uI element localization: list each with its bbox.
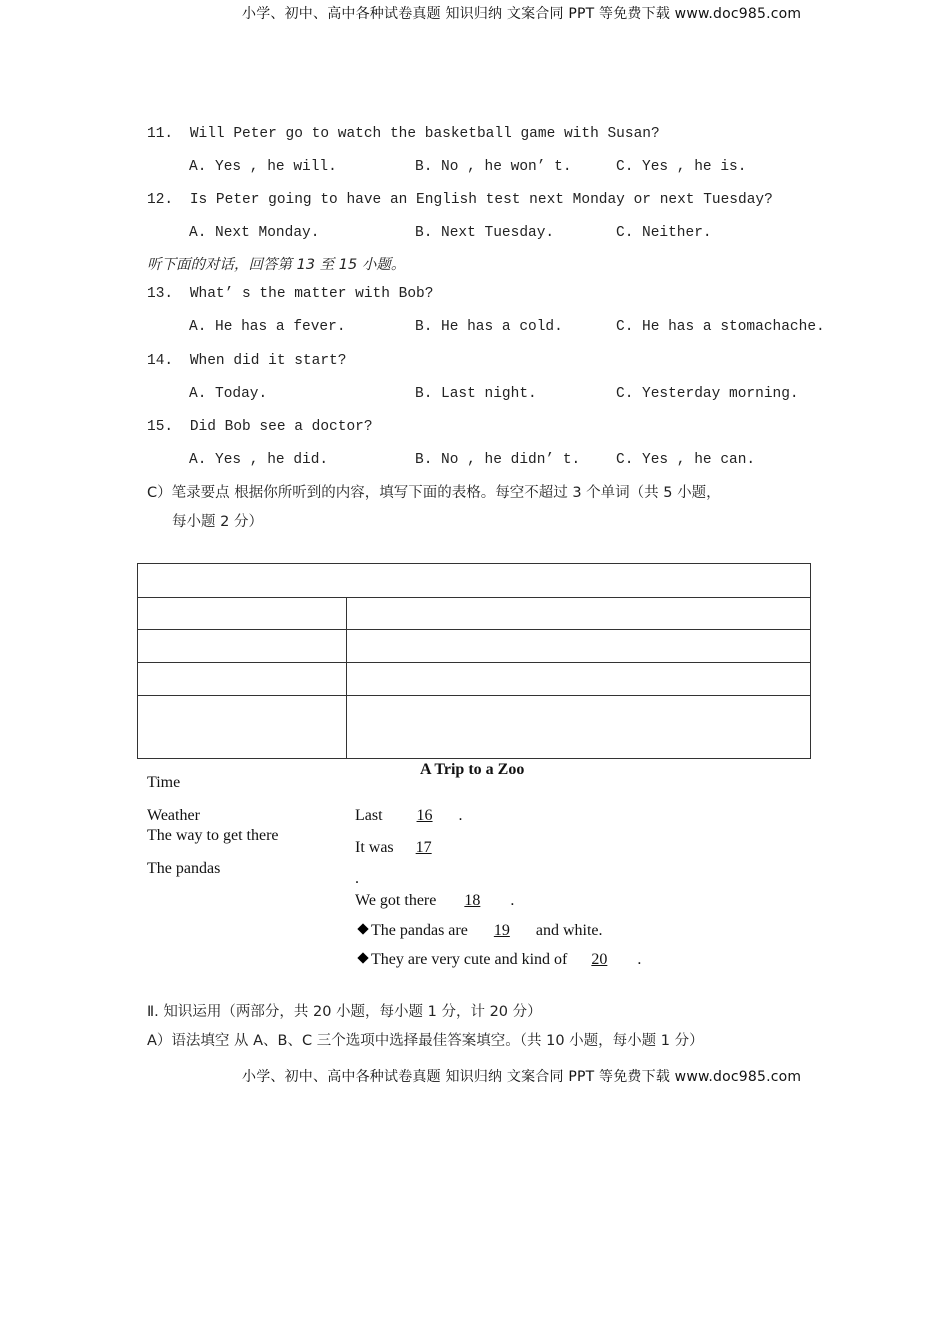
section-c-instruction-line1: C）笔录要点 根据你所听到的内容，填写下面的表格。每空不超过 3 个单词（共 5 小题，	[147, 485, 721, 501]
question-text: Will Peter go to watch the basketball game with Susan?	[189, 126, 660, 142]
q15-option-c: C. Yes , he can.	[616, 452, 756, 468]
q15-option-a: A. Yes , he did.	[189, 452, 329, 468]
table-divider	[138, 597, 810, 598]
row-label-time: Time	[147, 774, 181, 791]
blank-17: 17	[415, 839, 432, 856]
row-label-pandas: The pandas	[147, 860, 221, 877]
table-divider	[138, 662, 810, 663]
q13-option-c: C. He has a stomachache.	[616, 319, 825, 335]
q11-option-b: B. No , he won’ t.	[415, 159, 572, 175]
blank-20: 20	[591, 951, 608, 968]
q11-option-c: C. Yes , he is.	[616, 159, 747, 175]
question-text: Is Peter going to have an English test next Monday or next Tuesday?	[189, 192, 773, 208]
diamond-bullet-icon	[357, 923, 368, 934]
section-ii-sub-a: A）语法填空 从 A、B、C 三个选项中选择最佳答案填空。（共 10 小题，每小题 1 分）	[147, 1033, 704, 1049]
q14-option-b: B. Last night.	[415, 386, 537, 402]
question-11	[147, 126, 660, 142]
table-divider	[138, 629, 810, 630]
question-text: What’ s the matter with Bob?	[189, 286, 434, 302]
row-label-weather: Weather	[147, 807, 200, 824]
q12-option-a: A. Next Monday.	[189, 225, 320, 241]
question-number: 11.	[147, 126, 174, 142]
question-number: 13.	[147, 286, 174, 302]
footer-banner: 小学、初中、高中各种试卷真题 知识归纳 文案合同 PPT 等免费下载 www.doc985.com	[242, 1069, 802, 1085]
q14-option-c: C. Yesterday morning.	[616, 386, 799, 402]
question-15	[147, 419, 373, 435]
question-14	[147, 353, 346, 369]
q12-option-b: B. Next Tuesday.	[415, 225, 555, 241]
blank-19: 19	[493, 922, 510, 939]
row-time-content: Last 16 .	[355, 807, 463, 824]
q15-option-b: B. No , he didn’ t.	[415, 452, 581, 468]
question-text: When did it start?	[189, 353, 347, 369]
header-banner: 小学、初中、高中各种试卷真题 知识归纳 文案合同 PPT 等免费下载 www.doc985.com	[242, 6, 802, 22]
notes-table	[137, 563, 811, 759]
row-weather-period: .	[355, 870, 359, 887]
section-ii-heading: Ⅱ. 知识运用（两部分，共 20 小题，每小题 1 分，计 20 分）	[147, 1004, 542, 1020]
row-pandas-bullet-1: The pandas are 19 and white.	[355, 922, 603, 940]
table-divider	[138, 695, 810, 696]
question-number: 12.	[147, 192, 174, 208]
blank-16: 16	[416, 807, 433, 824]
question-12	[147, 192, 773, 208]
q11-option-a: A. Yes , he will.	[189, 159, 337, 175]
question-text: Did Bob see a doctor?	[189, 419, 373, 435]
diamond-bullet-icon	[357, 952, 368, 963]
instruction-13-15: 听下面的对话，回答第 13 至 15 小题。	[147, 257, 406, 273]
blank-18: 18	[464, 892, 481, 909]
row-label-way: The way to get there	[147, 827, 279, 844]
row-weather-content: It was 17	[355, 839, 432, 856]
row-pandas-bullet-2: They are very cute and kind of 20 .	[355, 951, 641, 969]
table-column-divider	[346, 597, 347, 758]
q12-option-c: C. Neither.	[616, 225, 712, 241]
question-number: 14.	[147, 353, 174, 369]
question-number: 15.	[147, 419, 174, 435]
section-c-instruction-line2: 每小题 2 分）	[172, 514, 263, 530]
q13-option-a: A. He has a fever.	[189, 319, 346, 335]
row-way-content: We got there 18 .	[355, 892, 515, 909]
q13-option-b: B. He has a cold.	[415, 319, 563, 335]
question-13	[147, 286, 433, 302]
table-title: A Trip to a Zoo	[420, 761, 525, 778]
q14-option-a: A. Today.	[189, 386, 268, 402]
